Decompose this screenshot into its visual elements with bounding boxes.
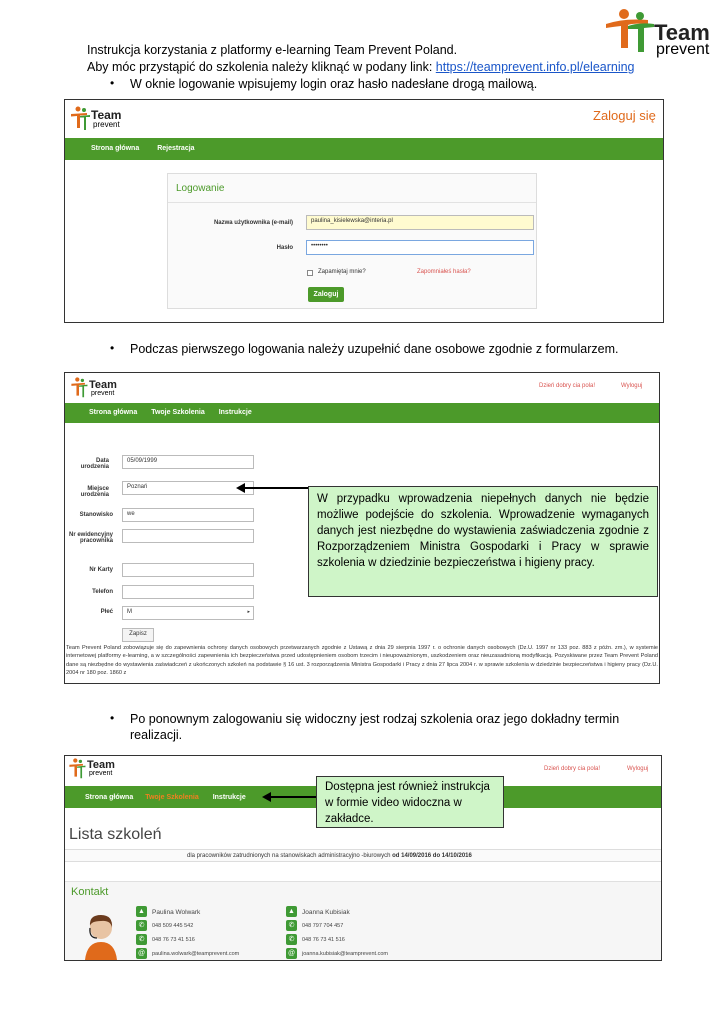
video-callout: Dostępna jest również instrukcja w formie video widoczna w zakładce. bbox=[316, 776, 504, 828]
username-label: Nazwa użytkownika (e-mail) bbox=[213, 220, 293, 226]
login-button[interactable]: Zaloguj bbox=[308, 287, 344, 302]
label-telefon: Telefon bbox=[92, 589, 113, 595]
nav-rejestracja[interactable]: Rejestracja bbox=[157, 145, 195, 152]
phone-icon: ✆ bbox=[136, 934, 147, 945]
team-prevent-logo bbox=[598, 8, 718, 58]
nav-twoje-szkolenia[interactable]: Twoje Szkolenia bbox=[145, 794, 199, 801]
label-data-urodzenia: Data urodzenia bbox=[80, 458, 109, 470]
contact2-mobile: 048 797 704 457 bbox=[302, 923, 344, 929]
contact1-mobile: 048 509 445 542 bbox=[152, 923, 194, 929]
logo-figures-icon bbox=[69, 377, 89, 399]
input-miejsce-urodzenia[interactable]: Poznań bbox=[122, 481, 254, 495]
login-screenshot bbox=[64, 99, 664, 323]
logo-figures-icon bbox=[598, 8, 656, 56]
course-row[interactable] bbox=[65, 849, 661, 862]
privacy-footer: Team Prevent Poland zobowiązuje się do zapewnienia ochrony danych osobowych przetwarzanych zgodnie z Ustawą z dnia 29 sierpnia 1997 r. o ochronie danych osobowych (Dz.U. 1997 nr 133 poz. 883 z późn. zm.), w systemie internetowej platformy e-learning, a w szczególności zapewnienia ich bezpieczeństwa przed udostępnieniem osobom trzecim i nieupoważnionym, uszkodzeniem oraz nieuzasadnioną modyfikacją. Pozyskiwane przez Team Prevent Poland dane są niezbędne do wystawienia zaświadczeń z ukończonych szkoleń na podstawie § 16 ust. 3 rozporządzenia Ministra Gospodarki i Pracy z dnia 27 lipca 2004 r. w sprawie szkolenia w dziedzinie bezpieczeństwa i higieny pracy (Dz.U. 2004 nr 180 poz. 1860 z bbox=[66, 645, 658, 677]
save-button[interactable]: Zapisz bbox=[122, 628, 154, 642]
email-icon: @ bbox=[287, 950, 296, 957]
shot3-logo-prevent: prevent bbox=[89, 770, 113, 777]
login-panel bbox=[167, 173, 537, 309]
course-name: dla pracowników zatrudnionych na stanowiskach administracyjno -biurowych bbox=[187, 853, 393, 859]
user-icon: ▲ bbox=[136, 906, 147, 917]
nav-strona-glowna[interactable]: Strona główna bbox=[85, 794, 134, 801]
greeting-text: Dzień dobry cia pola! bbox=[544, 766, 601, 772]
chevron-down-icon: ▸ bbox=[247, 609, 250, 615]
label-nr-karty: Nr Karty bbox=[89, 567, 113, 573]
label-miejsce-urodzenia: Miejsce urodzenia bbox=[80, 486, 109, 498]
contact2-phone: 048 76 73 41 516 bbox=[302, 937, 345, 943]
shot1-logo-prevent: prevent bbox=[93, 120, 120, 129]
bullet-dot: • bbox=[110, 711, 115, 725]
panel-divider bbox=[168, 202, 536, 203]
contact2-email[interactable]: joanna.kubisiak@teamprevent.com bbox=[302, 951, 388, 957]
intro-line-2 bbox=[87, 59, 635, 76]
shot3-logo bbox=[67, 757, 127, 783]
nav-strona-glowna[interactable]: Strona główna bbox=[91, 145, 140, 152]
logout-link[interactable]: Wyloguj bbox=[621, 383, 643, 389]
input-stanowisko[interactable]: we bbox=[122, 508, 254, 522]
elearning-link[interactable]: https://teamprevent.info.pl/elearning bbox=[435, 60, 635, 74]
label-plec: Płeć bbox=[100, 609, 113, 615]
login-panel-title: Logowanie bbox=[176, 183, 225, 194]
bullet-dot: • bbox=[110, 76, 115, 90]
shot2-logo-team: Team bbox=[89, 379, 117, 391]
shot2-nav-bar bbox=[65, 403, 660, 423]
logo-figures-icon bbox=[69, 106, 91, 132]
phone-icon: ✆ bbox=[136, 920, 147, 931]
profile-callout: W przypadku wprowadzenia niepełnych danych nie będzie możliwe podejście do szkolenia. Wprowadzenie wymaganych danych jest niezbędne do wystawienia zaświadczenia zgodnie z Rozporządzeniem Ministra Gospodarki i Pracy w sprawie szkolenia w dziedzinie bezpieczeństwa i higieny pracy. bbox=[308, 486, 658, 597]
contact-title: Kontakt bbox=[71, 886, 109, 898]
course-list-title: Lista szkoleń bbox=[69, 826, 162, 843]
email-icon: @ bbox=[137, 950, 146, 957]
input-data-urodzenia[interactable]: 05/09/1999 bbox=[122, 455, 254, 469]
select-plec-value: M bbox=[127, 609, 132, 615]
intro-line-2-text: Aby móc przystąpić do szkolenia należy kliknąć w podany link: bbox=[87, 60, 436, 74]
shot1-logo bbox=[69, 104, 129, 134]
label-stanowisko: Stanowisko bbox=[79, 512, 113, 518]
password-label: Hasło bbox=[276, 245, 293, 251]
consultant-avatar bbox=[81, 912, 121, 960]
contact1-phone: 048 76 73 41 516 bbox=[152, 937, 195, 943]
remember-checkbox[interactable] bbox=[307, 270, 313, 276]
shot2-logo bbox=[69, 376, 129, 402]
arrow-left-icon bbox=[262, 791, 318, 803]
bullet-3-line-2: realizacji. bbox=[130, 728, 183, 742]
shot3-logo-team: Team bbox=[87, 759, 115, 771]
arrow-left-icon bbox=[236, 482, 316, 494]
course-dates: od 14/09/2016 do 14/10/2016 bbox=[392, 853, 472, 859]
logo-figures-icon bbox=[67, 758, 87, 780]
forgot-password-link[interactable]: Zapomniałeś hasła? bbox=[417, 269, 471, 275]
greeting-text: Dzień dobry cia pola! bbox=[539, 383, 596, 389]
nav-strona-glowna[interactable]: Strona główna bbox=[89, 409, 138, 416]
logout-link[interactable]: Wyloguj bbox=[627, 766, 649, 772]
input-nr-karty[interactable] bbox=[122, 563, 254, 577]
user-icon: ▲ bbox=[286, 906, 297, 917]
shot1-nav-bar bbox=[65, 138, 664, 160]
nav-instrukcje[interactable]: Instrukcje bbox=[218, 409, 252, 416]
select-plec[interactable] bbox=[122, 606, 254, 620]
input-telefon[interactable] bbox=[122, 585, 254, 599]
bullet-dot: • bbox=[110, 341, 115, 355]
contact1-email[interactable]: paulina.wolwark@teamprevent.com bbox=[152, 951, 240, 957]
intro-line-1: Instrukcja korzystania z platformy e-learning Team Prevent Poland. bbox=[87, 43, 458, 57]
logo-prevent-text: prevent bbox=[656, 41, 710, 58]
contact2-name: Joanna Kubisiak bbox=[302, 909, 350, 916]
shot1-logo-team: Team bbox=[91, 108, 122, 122]
nav-instrukcje[interactable]: Instrukcje bbox=[212, 794, 246, 801]
phone-icon: ✆ bbox=[286, 934, 297, 945]
login-page-title: Zaloguj się bbox=[593, 108, 656, 123]
bullet-3-line-1: Po ponownym zalogowaniu się widoczny jest rodzaj szkolenia oraz jego dokładny termin bbox=[130, 712, 620, 726]
shot2-logo-prevent: prevent bbox=[91, 390, 115, 397]
nav-twoje-szkolenia[interactable]: Twoje Szkolenia bbox=[151, 409, 205, 416]
bullet-2-text: Podczas pierwszego logowania należy uzupełnić dane osobowe zgodnie z formularzem. bbox=[130, 342, 619, 356]
contact1-name: Paulina Wolwark bbox=[152, 909, 201, 916]
bullet-1-text: W oknie logowanie wpisujemy login oraz hasło nadesłane drogą mailową. bbox=[130, 77, 538, 91]
input-nr-ewidencyjny[interactable] bbox=[122, 529, 254, 543]
password-input[interactable]: •••••••• bbox=[306, 240, 534, 255]
logo-team-text: Team bbox=[654, 20, 710, 45]
contact-section bbox=[65, 881, 661, 961]
phone-icon: ✆ bbox=[286, 920, 297, 931]
label-nr-ewidencyjny: Nr ewidencyjny pracownika bbox=[69, 532, 114, 544]
username-input[interactable]: paulina_kisielewska@interia.pl bbox=[306, 215, 534, 230]
remember-label: Zapamiętaj mnie? bbox=[318, 269, 366, 275]
